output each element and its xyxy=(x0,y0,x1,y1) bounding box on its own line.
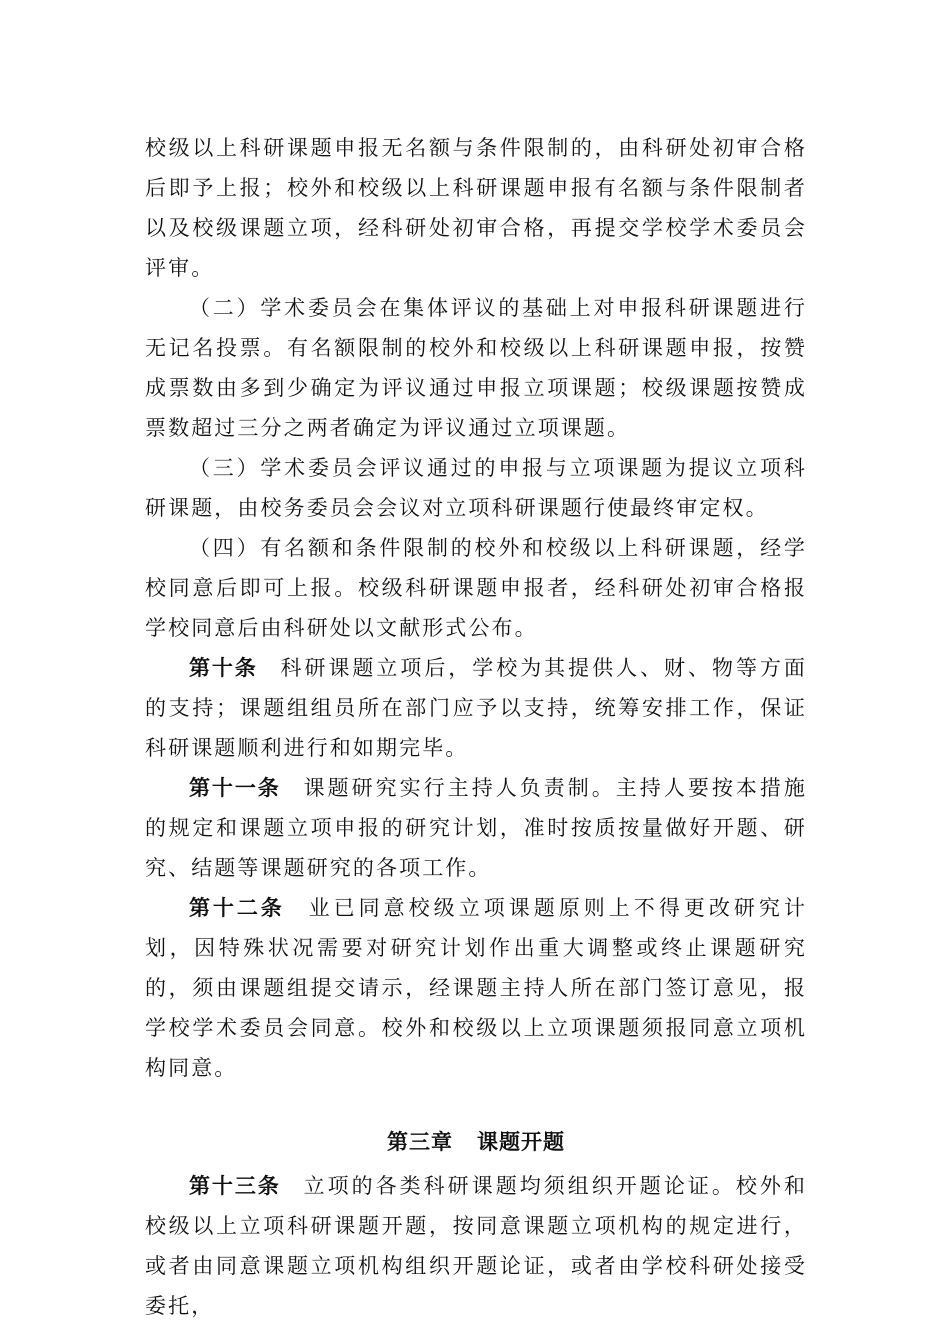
article-11-text: 课题研究实行主持人负责制。主持人要按本措施的规定和课题立项申报的研究计划，准时按质按量做好开题、研究、结题等课题研究的各项工作。 xyxy=(145,776,807,880)
article-10-text: 科研课题立项后，学校为其提供人、财、物等方面的支持；课题组组员所在部门应予以支持，统筹安排工作，保证科研课题顺利进行和如期完毕。 xyxy=(145,656,808,760)
article-13-heading: 第十三条 xyxy=(189,1174,281,1198)
article-13-text: 立项的各类科研课题均须组织开题论证。校外和校级以上立项科研课题开题，按同意课题立项机构的规定进行，或者由同意课题立项机构组织开题论证，或者由学校科研处接受委托， xyxy=(145,1174,807,1318)
article-13 xyxy=(145,1166,807,1326)
chapter-title: 课题开题 xyxy=(477,1130,565,1154)
article-12-heading: 第十二条 xyxy=(189,896,285,920)
article-11 xyxy=(145,768,807,888)
paragraph-continuation: 校级以上科研课题申报无名额与条件限制的，由科研处初审合格后即予上报；校外和校级以上科研课题申报有名额与条件限制者以及校级课题立项，经科研处初审合格，再提交学校学术委员会评审。 xyxy=(145,136,807,280)
chapter-heading xyxy=(145,1122,807,1162)
article-10-heading: 第十条 xyxy=(189,656,258,680)
article-12-text: 业已同意校级立项课题原则上不得更改研究计划，因特殊状况需要对研究计划作出重大调整或终止课题研究的，须由课题组提交请示，经课题主持人所在部门签订意见，报学校学术委员会同意。校外和校级以上立项课题须报同意立项机构同意。 xyxy=(145,896,808,1080)
paragraph-item-4: （四）有名额和条件限制的校外和校级以上科研课题，经学校同意后即可上报。校级科研课题申报者，经科研处初审合格报学校同意后由科研处以文献形式公布。 xyxy=(145,536,807,640)
article-10 xyxy=(145,648,807,768)
article-12 xyxy=(145,888,807,1088)
document-body xyxy=(145,128,807,1326)
paragraph-item-2: （二）学术委员会在集体评议的基础上对申报科研课题进行无记名投票。有名额限制的校外和校级以上科研课题申报，按赞成票数由多到少确定为评议通过申报立项课题；校级课题按赞成票数超过三分之两者确定为评议通过立项课题。 xyxy=(145,296,807,440)
paragraph-item-3: （三）学术委员会评议通过的申报与立项课题为提议立项科研课题，由校务委员会会议对立项科研课题行使最终审定权。 xyxy=(145,456,807,520)
chapter-number: 第三章 xyxy=(387,1130,453,1154)
article-11-heading: 第十一条 xyxy=(189,776,281,800)
